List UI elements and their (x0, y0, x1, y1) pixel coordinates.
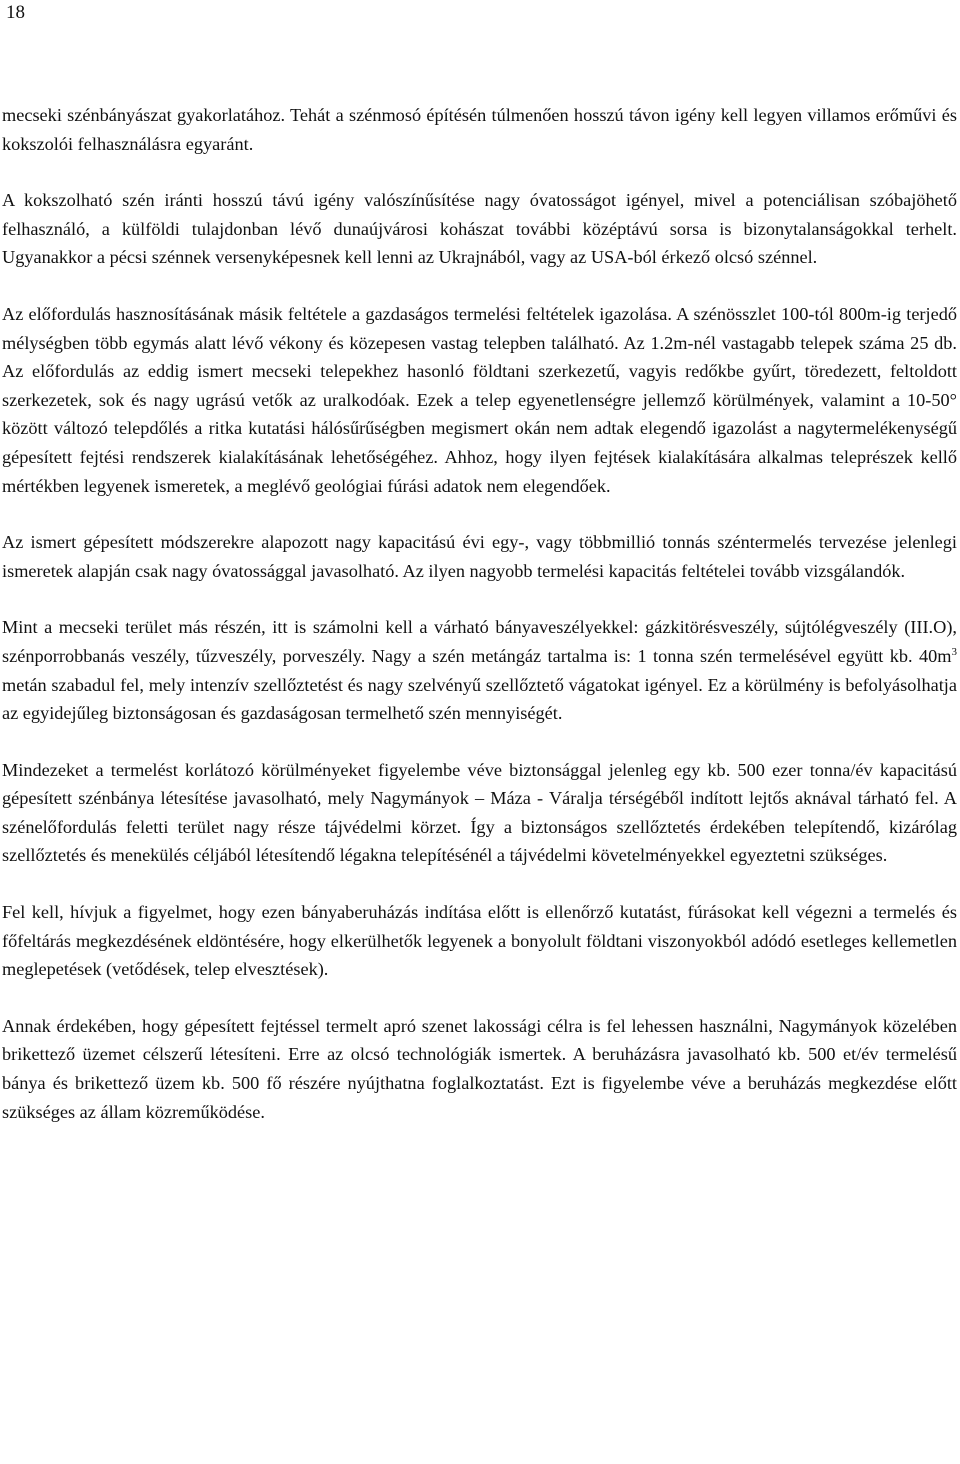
paragraph-1: mecseki szénbányászat gyakorlatához. Tehát a szénmosó építésén túlmenően hosszú távon igény kell legyen villamos erőművi és kokszolói felhasználásra egyaránt. (2, 105, 957, 154)
paragraph-3: Az előfordulás hasznosításának másik feltétele a gazdaságos termelési feltételek igazolása. A szénösszlet 100-tól 800m-ig terjedő mélységben több egymás alatt lévő vékony és közepesen vastag telepben található. Az 1.2m-nél vastagabb telepek száma 25 db. Az előfordulás az eddig ismert mecseki telepekhez hasonló földtani szerkezetű, vagyis redőkbe gyűrt, töredezett, feltoldott szerkezetek, sok és nagy ugrású vetők az uralkodóak. Ezek a telep egyenetlenségre jellemző körülmények, valamint a 10-50° között változó telepdőlés a ritka kutatási hálósűrűségben megismert okán nem adtak elegendő igazolást a nagytermelékenységű gépesített fejtési rendszerek kialakításának lehetőségéhez. Ahhoz, hogy ilyen fejtések kialakítására alkalmas teleprészek kellő mértékben legyenek ismeretek, a meglévő geológiai fúrási adatok nem elegendőek. (2, 303, 957, 496)
document-body (2, 101, 957, 1154)
paragraph-8: Annak érdekében, hogy gépesített fejtéssel termelt apró szenet lakossági célra is fel lehessen használni, Nagymányok közelében brikettező üzemet célszerű létesíteni. Erre az olcsó technológiák ismertek. A beruházásra javasolható kb. 500 et/év termelésű bánya és brikettező üzem kb. 500 fő részére nyújthatna foglalkoztatást. Ezt is figyelembe véve a beruházás megkezdése előtt szükséges az állam közreműködése. (2, 1015, 957, 1122)
paragraph-5-text-end: metán szabadul fel, mely intenzív szellőztetést és nagy szelvényű szellőztető vágatokat igényel. Ez a körülmény is befolyásolhatja az egyidejűleg biztonságosan és gazdaságosan termelhető szén mennyiségét. (2, 674, 957, 724)
paragraph-7: Fel kell, hívjuk a figyelmet, hogy ezen bányaberuházás indítása előtt is ellenőrző kutatást, fúrásokat kell végezni a termelés és főfeltárás megkezdésének eldöntésére, hogy elkerülhetők legyenek a bonyolult földtani viszonyokból adódó esetleges kellemetlen meglepetések (vetődések, telep elvesztések). (2, 902, 957, 980)
paragraph-6: Mindezeket a termelést korlátozó körülményeket figyelembe véve biztonsággal jelenleg egy kb. 500 ezer tonna/év kapacitású gépesített szénbánya létesítése javasolható, mely Nagymányok – Máza - Váralja térségéből indított lejtős aknával tárható fel. A szénelőfordulás feletti terület nagy része tájvédelmi körzet. Így a biztonságos szellőztetés érdekében telepítendő, kizárólag szellőztetés és menekülés céljából létesítendő légakna telepítésénél a tájvédelmi követelményekkel egyeztetni szükséges. (2, 759, 957, 866)
superscript-exponent: 3 (951, 645, 957, 658)
paragraph-4: Az ismert gépesített módszerekre alapozott nagy kapacitású évi egy-, vagy többmillió tonnás széntermelés tervezése jelenlegi ismeretek alapján csak nagy óvatossággal javasolható. Az ilyen nagyobb termelési kapacitás feltételei tovább vizsgálandók. (2, 532, 957, 581)
paragraph-5-text-start: Mint a mecseki terület más részén, itt is számolni kell a várható bányaveszélyekkel: gázkitörésveszély, sújtólégveszély (III.O), szénporrobbanás veszély, tűzveszély, porveszély. Nagy a szén metángáz tartalma is: 1 tonna szén termelésével együtt kb. 40m (2, 617, 957, 666)
paragraph-2: A kokszolható szén iránti hosszú távú igény valószínűsítése nagy óvatosságot igényel, mivel a potenciálisan szóbajöhető felhasználó, a külföldi tulajdonban lévő dunaújvárosi kohászat további középtávú sorsa is bizonytalanságokkal terhelt. Ugyanakkor a pécsi szénnek versenyképesnek kell lenni az Ukrajnából, vagy az USA-ból érkező olcsó szénnel. (2, 190, 957, 268)
paragraph-5 (2, 613, 957, 727)
page-number: 18 (6, 2, 25, 23)
